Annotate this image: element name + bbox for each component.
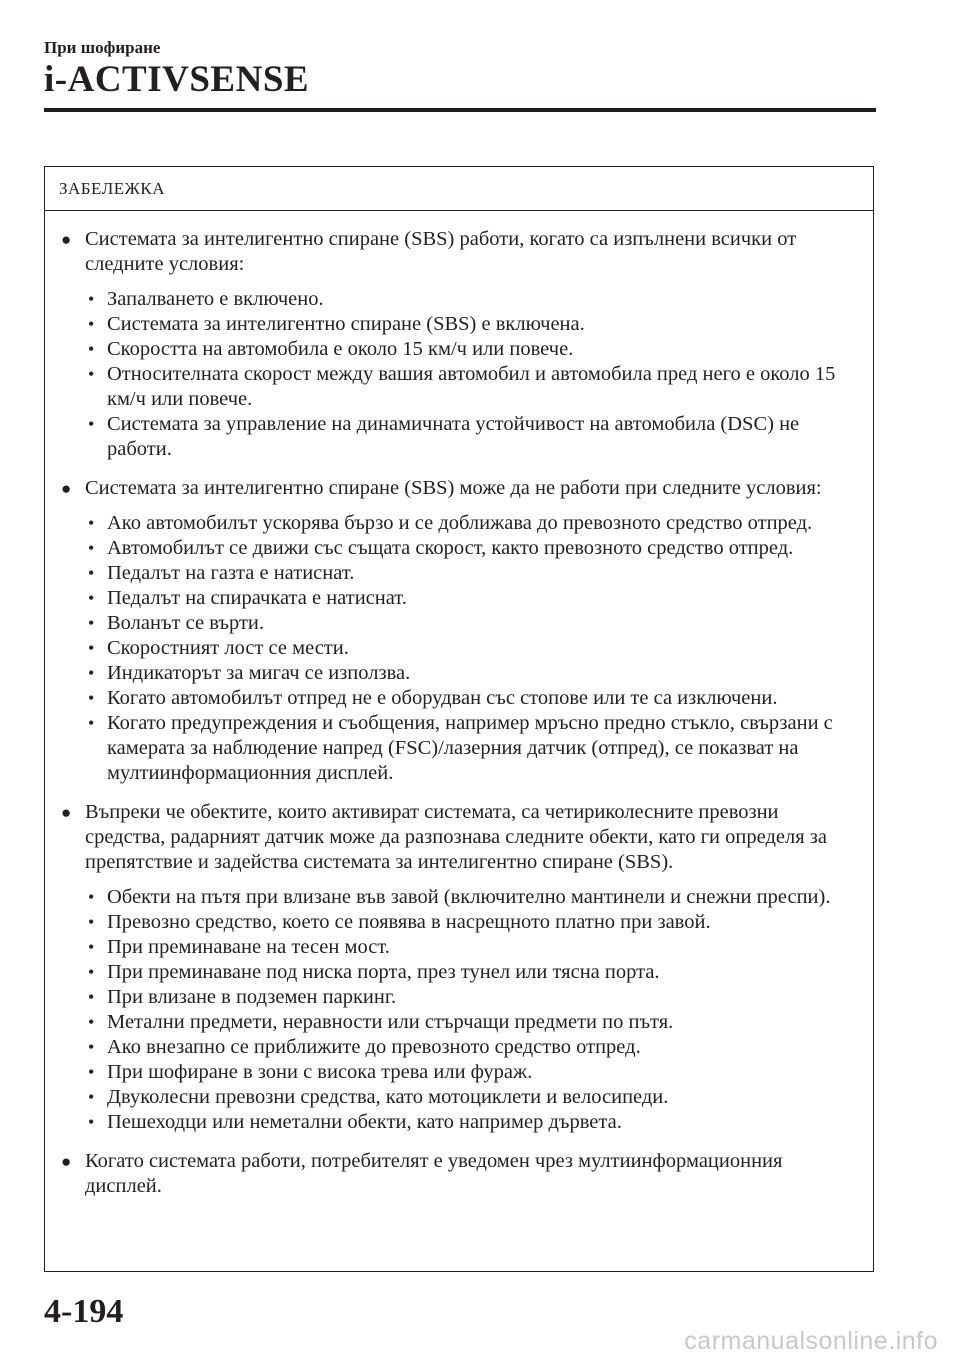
sub-bullet-icon: • bbox=[88, 364, 95, 384]
sub-bullet-icon: • bbox=[88, 1037, 95, 1057]
sub-item-text: Пешеходци или неметални обекти, като например дървета. bbox=[107, 1111, 622, 1133]
sub-bullet-icon: • bbox=[88, 289, 95, 309]
sub-item-text: Скоростта на автомобила е около 15 км/ч или повече. bbox=[107, 338, 574, 360]
sub-item-text: Педалът на спирачката е натиснат. bbox=[107, 587, 407, 609]
sub-item bbox=[85, 636, 859, 661]
sub-item bbox=[85, 337, 859, 362]
note-item-text: Системата за интелигентно спиране (SBS) може да не работи при следните условия: bbox=[85, 477, 822, 499]
sub-item bbox=[85, 1110, 859, 1135]
sub-item bbox=[85, 586, 859, 611]
sub-item bbox=[85, 561, 859, 586]
sub-item bbox=[85, 1085, 859, 1110]
sub-item bbox=[85, 1010, 859, 1035]
note-box bbox=[44, 166, 874, 1272]
sub-bullet-icon: • bbox=[88, 314, 95, 334]
sub-bullet-icon: • bbox=[88, 713, 95, 733]
note-item-text: Системата за интелигентно спиране (SBS) работи, когато са изпълнени всички от следните условия: bbox=[85, 228, 797, 275]
sub-item-text: При преминаване под ниска порта, през тунел или тясна порта. bbox=[107, 961, 660, 983]
sub-item-text: Воланът се върти. bbox=[107, 612, 265, 634]
main-bullet-icon: ● bbox=[61, 479, 72, 498]
sub-item-text: Системата за управление на динамичната устойчивост на автомобила (DSC) не работи. bbox=[107, 413, 800, 460]
sub-item bbox=[85, 910, 859, 935]
sub-item-text: При шофиране в зони с висока трева или фураж. bbox=[107, 1061, 533, 1083]
page-number: 4-194 bbox=[44, 1293, 124, 1330]
sub-item-text: Автомобилът се движи със същата скорост, както превозното средство отпред. bbox=[107, 537, 794, 559]
sub-item-text: Ако автомобилът ускорява бързо и се доближава до превозното средство отпред. bbox=[107, 512, 813, 534]
sub-bullet-icon: • bbox=[88, 688, 95, 708]
sub-item-text: Скоростният лост се мести. bbox=[107, 637, 349, 659]
sub-bullet-icon: • bbox=[88, 588, 95, 608]
sub-item-text: Запалването е включено. bbox=[107, 288, 324, 310]
title-rule bbox=[44, 108, 876, 112]
sub-bullet-icon: • bbox=[88, 887, 95, 907]
note-item-text: Въпреки че обектите, които активират системата, са четириколесните превозни средства, радарният датчик може да разпознава следните обекти, като ги определя за препятствие и задейства системата за интелигентно спиране (SBS). bbox=[85, 801, 827, 873]
sub-bullet-icon: • bbox=[88, 339, 95, 359]
sub-bullet-icon: • bbox=[88, 1062, 95, 1082]
sub-item-text: Превозно средство, което се появява в насрещното платно при завой. bbox=[107, 911, 711, 933]
note-item bbox=[59, 227, 859, 462]
sub-item bbox=[85, 885, 859, 910]
sub-item bbox=[85, 412, 859, 462]
note-item bbox=[59, 800, 859, 1135]
sub-item-text: Индикаторът за мигач се използва. bbox=[107, 662, 411, 684]
watermark: carmanualsonline.info bbox=[684, 1327, 938, 1355]
sub-bullet-icon: • bbox=[88, 1112, 95, 1132]
sub-list bbox=[85, 287, 859, 462]
sub-item-text: При влизане в подземен паркинг. bbox=[107, 986, 397, 1008]
sub-item bbox=[85, 935, 859, 960]
sub-item-text: Обекти на пътя при влизане във завой (включително мантинели и снежни преспи). bbox=[107, 886, 831, 908]
note-item bbox=[59, 476, 859, 786]
sub-item-text: Метални предмети, неравности или стърчащи предмети по пътя. bbox=[107, 1011, 674, 1033]
sub-item bbox=[85, 686, 859, 711]
sub-bullet-icon: • bbox=[88, 962, 95, 982]
sub-bullet-icon: • bbox=[88, 1012, 95, 1032]
sub-item bbox=[85, 287, 859, 312]
sub-item-text: Когато предупреждения и съобщения, например мръсно предно стъкло, свързани с камерата за наблюдение напред (FSC)/лазерния датчик (отпред), се показват на мултиинформационния дисплей. bbox=[107, 712, 833, 784]
sub-item bbox=[85, 960, 859, 985]
sub-item bbox=[85, 312, 859, 337]
sub-list bbox=[85, 511, 859, 786]
sub-item bbox=[85, 1035, 859, 1060]
sub-item bbox=[85, 611, 859, 636]
note-body bbox=[45, 211, 873, 1199]
sub-item bbox=[85, 711, 859, 786]
sub-bullet-icon: • bbox=[88, 563, 95, 583]
main-bullet-icon: ● bbox=[61, 230, 72, 249]
section-label: При шофиране bbox=[44, 38, 161, 57]
sub-bullet-icon: • bbox=[88, 1087, 95, 1107]
note-item bbox=[59, 1149, 859, 1199]
sub-item bbox=[85, 1060, 859, 1085]
note-item-text: Когато системата работи, потребителят е уведомен чрез мултиинформационния дисплей. bbox=[85, 1150, 783, 1197]
sub-item-text: Педалът на газта е натиснат. bbox=[107, 562, 355, 584]
sub-bullet-icon: • bbox=[88, 912, 95, 932]
sub-item-text: Двуколесни превозни средства, като мотоциклети и велосипеди. bbox=[107, 1086, 669, 1108]
sub-item bbox=[85, 362, 859, 412]
sub-item-text: Когато автомобилът отпред не е оборудван със стопове или те са изключени. bbox=[107, 687, 778, 709]
sub-item-text: Относителната скорост между вашия автомобил и автомобила пред него е около 15 км/ч или повече. bbox=[107, 363, 836, 410]
sub-item-text: При преминаване на тесен мост. bbox=[107, 936, 390, 958]
sub-bullet-icon: • bbox=[88, 613, 95, 633]
sub-item bbox=[85, 511, 859, 536]
page-title: i-ACTIVSENSE bbox=[44, 59, 310, 100]
sub-bullet-icon: • bbox=[88, 538, 95, 558]
sub-bullet-icon: • bbox=[88, 513, 95, 533]
sub-bullet-icon: • bbox=[88, 987, 95, 1007]
sub-list bbox=[85, 885, 859, 1135]
sub-item-text: Системата за интелигентно спиране (SBS) е включена. bbox=[107, 313, 585, 335]
sub-item bbox=[85, 536, 859, 561]
sub-bullet-icon: • bbox=[88, 638, 95, 658]
sub-item bbox=[85, 661, 859, 686]
note-header: ЗАБЕЛЕЖКА bbox=[45, 167, 873, 211]
sub-bullet-icon: • bbox=[88, 663, 95, 683]
main-bullet-icon: ● bbox=[61, 803, 72, 822]
sub-bullet-icon: • bbox=[88, 937, 95, 957]
sub-bullet-icon: • bbox=[88, 414, 95, 434]
sub-item-text: Ако внезапно се приближите до превозното средство отпред. bbox=[107, 1036, 641, 1058]
main-bullet-icon: ● bbox=[61, 1152, 72, 1171]
sub-item bbox=[85, 985, 859, 1010]
